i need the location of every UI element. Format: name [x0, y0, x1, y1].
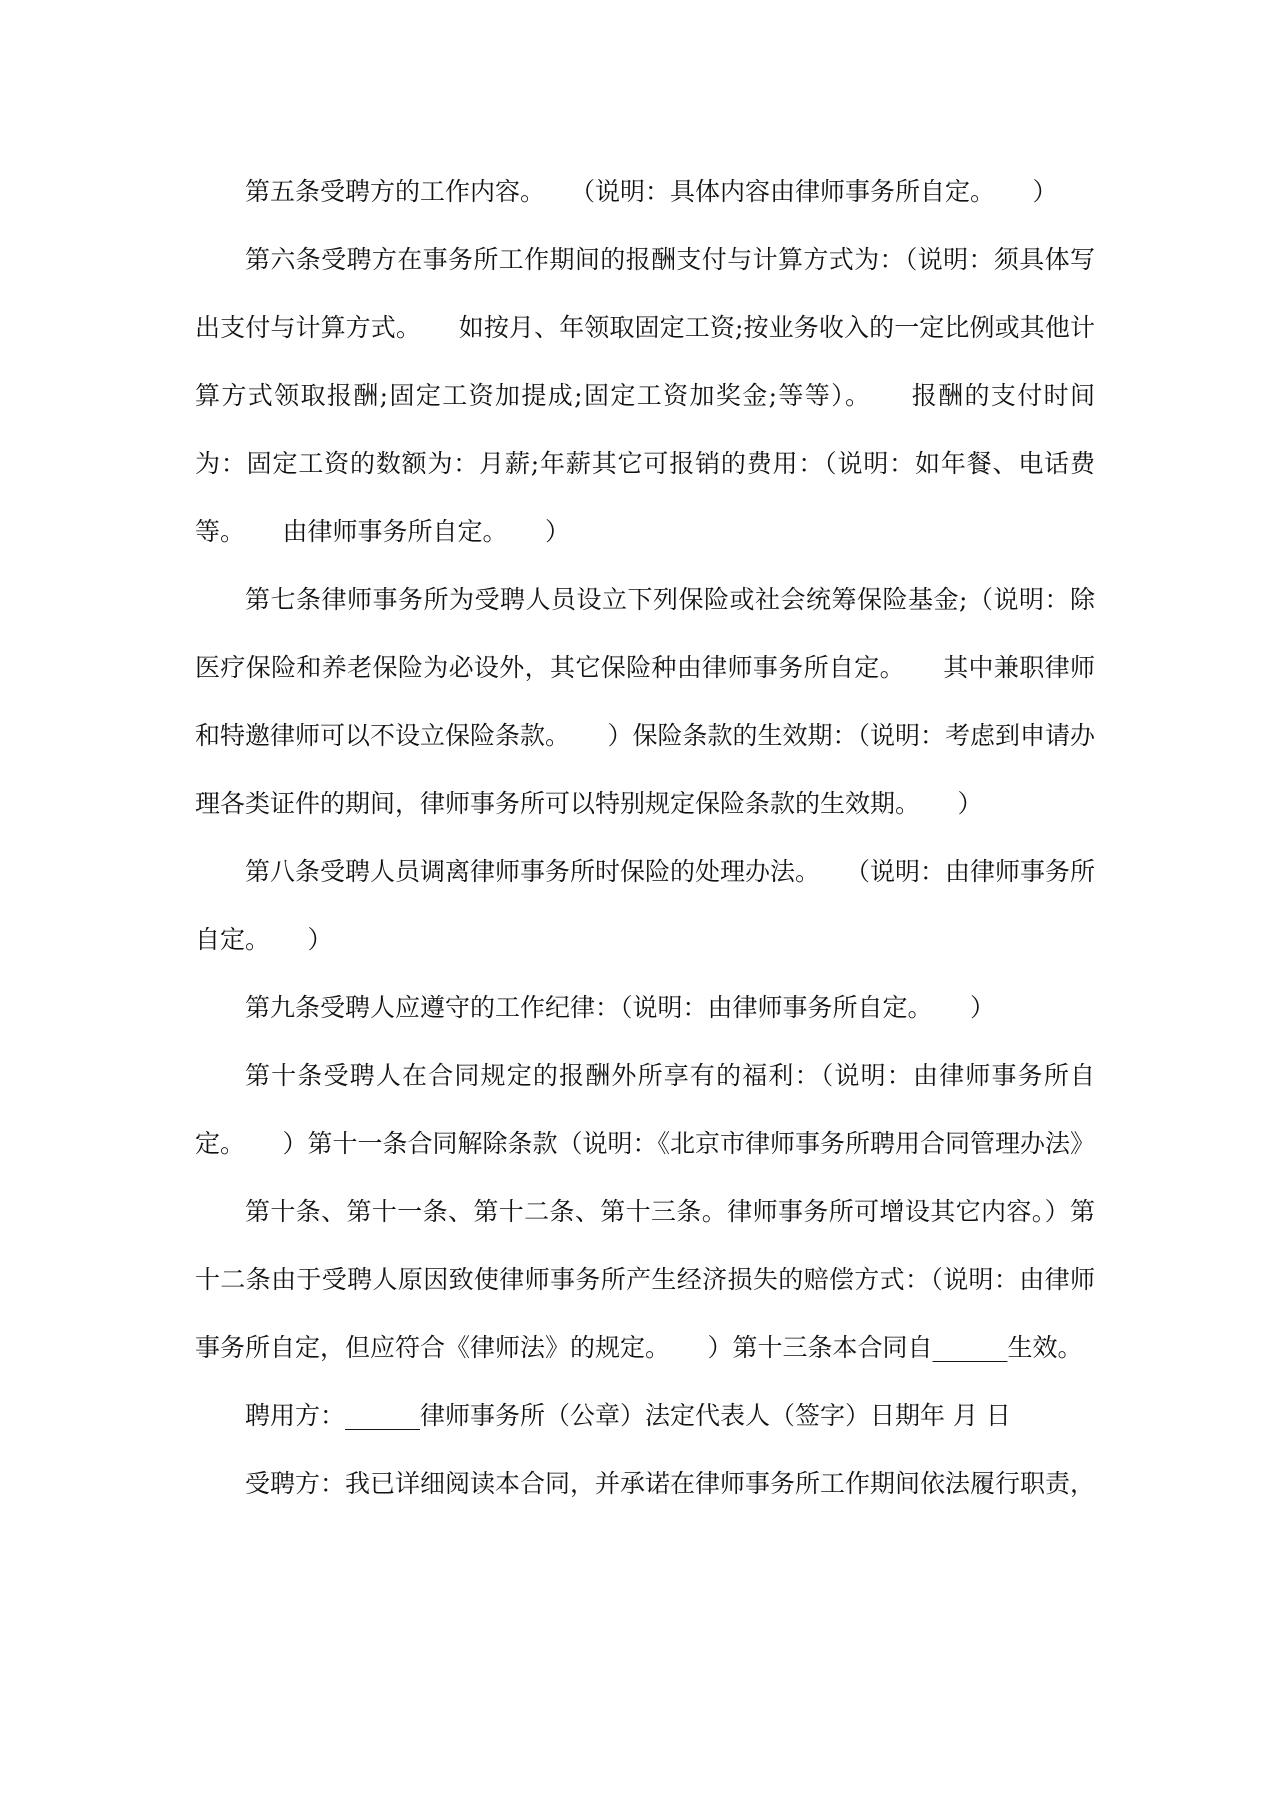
employee-statement: 受聘方：我已详细阅读本合同，并承诺在律师事务所工作期间依法履行职责， — [245, 1469, 1096, 1498]
clause-6: 第六条受聘方在事务所工作期间的报酬支付与计算方式为：（说明：须具体写出支付与计算方式。 如按月、年领取固定工资;按业务收入的一定比例或其他计算方式领取报酬;固定工资加提成;固定工资加奖金;等等）。 报酬的支付时间为：固定工资的数额为：月薪;年薪其它可报销的费用：（说明：如年餐、电话费等。 由律师事务所自定。 ） — [195, 245, 1095, 546]
clause-8: 第八条受聘人员调离律师事务所时保险的处理办法。 （说明：由律师事务所自定。 ） — [195, 857, 1096, 954]
clause-7: 第七条律师事务所为受聘人员设立下列保险或社会统筹保险基金;（说明：除医疗保险和养老保险为必设外，其它保险种由律师事务所自定。 其中兼职律师和特邀律师可以不设立保险条款。 ）保险条款的生效期：（说明：考虑到申请办理各类证件的期间，律师事务所可以特别规定保险条款的生效期。 ） — [195, 585, 1096, 818]
document-body — [195, 158, 1095, 1518]
clause-10-11: 第十条受聘人在合同规定的报酬外所享有的福利：（说明：由律师事务所自定。 ）第十一条合同解除条款（说明：《北京市律师事务所聘用合同管理办法》 — [195, 1061, 1096, 1158]
employer-signature-line: 聘用方：______律师事务所（公章）法定代表人（签字）日期年 月 日 — [245, 1401, 1011, 1430]
clause-9: 第九条受聘人应遵守的工作纪律：（说明：由律师事务所自定。 ） — [245, 993, 996, 1022]
clause-5: 第五条受聘方的工作内容。 （说明：具体内容由律师事务所自定。 ） — [245, 177, 1058, 206]
clause-12-13: 第十条、第十一条、第十二条、第十三条。律师事务所可增设其它内容。）第十二条由于受聘人原因致使律师事务所产生经济损失的赔偿方式：（说明：由律师事务所自定，但应符合《律师法》的规定。 ）第十三条本合同自______生效。 — [195, 1197, 1095, 1362]
